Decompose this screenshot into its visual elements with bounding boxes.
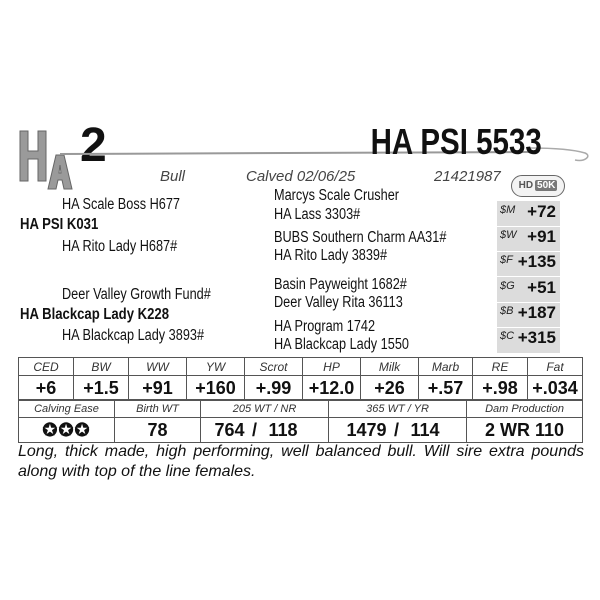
yearling-weight: 1479 [329,418,387,443]
epd-header: Scrot [245,358,303,376]
epd-value: +1.5 [74,376,129,401]
epd-header: RE [473,358,528,376]
pedigree-dam-sire-dam: Deer Valley Rita 36113 [274,294,403,311]
calved-date: Calved 02/06/25 [246,168,356,185]
registration-number: 21421987 [434,168,501,185]
index-value: +91 [527,227,556,246]
index-value: +315 [517,328,556,347]
epd-header: CED [19,358,74,376]
pedigree-dam-sire: Deer Valley Growth Fund# [62,286,211,303]
pedigree-sire-dam: HA Lass 3303# [274,206,361,223]
pedigree-dam-dam: HA Blackcap Lady 3893# [62,327,205,344]
epd-header: Marb [419,358,473,376]
yearling-ratio: 114 [407,418,467,443]
pedigree-dam-dam-top: HA Rito Lady 3839# [274,247,388,264]
dollar-index-box [497,201,560,353]
pedigree-dam-sire-sire: Basin Payweight 1682# [274,276,407,293]
pedigree-sire-line: HA Scale Boss H677 [62,196,180,213]
epd-header: HP [303,358,361,376]
index-value: +72 [527,202,556,221]
weaning-separator: / [245,418,265,443]
epd-value: +.034 [528,376,583,401]
description: Long, thick made, high performing, well balanced bull. Will sire extra pounds along with top of the line females. [18,443,584,480]
production-header: Birth WT [115,400,201,418]
epd-value: +.57 [419,376,473,401]
production-header: Calving Ease [19,400,115,418]
sex-label: Bull [160,168,186,185]
epd-value: +91 [129,376,187,401]
hd50k-badge: HD 50K [511,175,565,197]
pedigree-sire-dam2: HA Rito Lady H687# [62,238,178,255]
production-header: 205 WT / NR [201,400,329,418]
epd-value: +6 [19,376,74,401]
index-label: $G [500,280,515,292]
yearling-separator: / [387,418,407,443]
birth-weight: 78 [115,418,201,443]
index-row-c [497,327,560,352]
index-value: +51 [527,278,556,297]
epd-table [18,357,583,401]
index-row-m [497,201,560,227]
index-value: +187 [517,303,556,322]
pedigree-sire-sire: Marcys Scale Crusher [274,187,400,204]
weaning-weight: 764 [201,418,245,443]
epd-value: +160 [187,376,245,401]
index-row-b [497,302,560,328]
index-label: $M [500,204,516,216]
epd-header: Milk [361,358,419,376]
epd-value: +.98 [473,376,528,401]
index-row-g [497,277,560,303]
animal-name: HA PSI 5533 [370,121,542,162]
pedigree-dam-dam-dam: HA Blackcap Lady 1550 [274,336,409,353]
pedigree-dam-sire-top: BUBS Southern Charm AA31# [274,229,447,246]
calving-ease-stars: ✪✪✪ [19,418,115,443]
weaning-ratio: 118 [265,418,329,443]
epd-header: WW [129,358,187,376]
index-row-f [497,251,560,277]
epd-header: BW [74,358,129,376]
index-row-w [497,226,560,252]
index-label: $W [500,229,517,241]
pedigree-sire: HA PSI K031 [20,216,99,233]
index-label: $F [500,254,513,266]
dam-production: 2 WR 110 [467,418,583,443]
epd-value: +12.0 [303,376,361,401]
index-label: $B [500,305,514,317]
production-header: 365 WT / YR [329,400,467,418]
pedigree-dam-dam-sire: HA Program 1742 [274,318,376,335]
epd-header: YW [187,358,245,376]
pedigree-dam: HA Blackcap Lady K228 [20,306,170,323]
lot-number: 2 [80,119,107,172]
index-value: +135 [517,252,556,271]
epd-header: Fat [528,358,583,376]
production-table [18,399,583,443]
production-header: Dam Production [467,400,583,418]
epd-value: +26 [361,376,419,401]
epd-value: +.99 [245,376,303,401]
index-label: $C [500,330,515,342]
